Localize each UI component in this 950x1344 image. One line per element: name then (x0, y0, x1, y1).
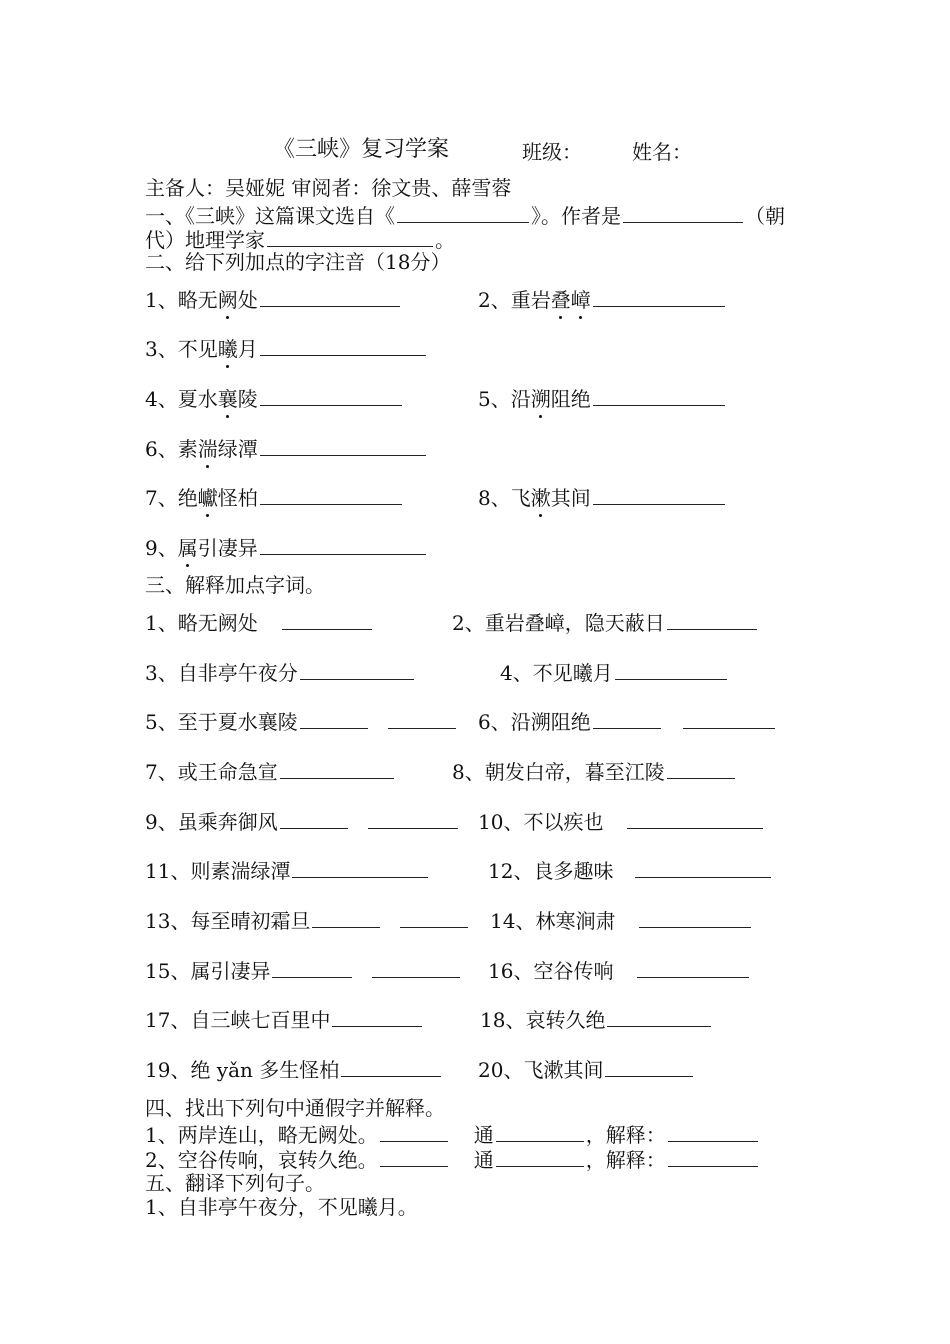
s3-row-4-left (145, 758, 396, 784)
answer-blank[interactable] (380, 1121, 448, 1142)
text-segment: 7、或王命急宣 (145, 760, 278, 784)
answer-blank[interactable] (260, 385, 402, 406)
text-segment: 通 (473, 1123, 494, 1147)
text-segment: 3、自非亭午夜分 (145, 661, 298, 685)
text-segment: 17、自三峡七百里中 (145, 1008, 331, 1032)
dotted-char: 溯 (530, 387, 551, 411)
s2-item-6 (145, 435, 428, 461)
section-1-line-2 (145, 226, 455, 252)
text-segment: 处 (237, 288, 258, 312)
text-segment: 2、重岩叠嶂，隐天蔽日 (452, 611, 665, 635)
s3-row-3-right (478, 708, 777, 734)
text-segment: 沿 (510, 387, 531, 411)
s2-item-4 (145, 385, 404, 411)
answer-blank[interactable] (260, 534, 426, 555)
s1-text-e: 。 (435, 228, 455, 252)
s2-item-9 (145, 534, 428, 560)
text-segment: 5、 (478, 387, 511, 411)
answer-blank[interactable] (260, 435, 426, 456)
answer-blank[interactable] (400, 907, 468, 928)
s3-row-8-left (145, 957, 462, 983)
answer-blank[interactable] (627, 808, 763, 829)
text-segment: 夏水 (177, 387, 218, 411)
dynasty-blank[interactable] (623, 202, 743, 223)
answer-blank[interactable] (668, 1121, 758, 1142)
s3-row-5-right (478, 808, 765, 834)
text-segment: ，解释： (585, 1123, 666, 1147)
text-segment: 12、良多趣味 (488, 859, 614, 883)
section-3-heading: 三、解释加点字词。 (145, 573, 325, 597)
s5-question-1: 1、自非亭午夜分，不见曦月。 (145, 1195, 418, 1219)
s3-row-6-left (145, 857, 430, 883)
answer-blank[interactable] (312, 907, 380, 928)
name-label: 姓名： (632, 140, 692, 164)
text-segment: 20、飞漱其间 (478, 1058, 604, 1082)
text-segment: 其间 (550, 486, 591, 510)
dotted-char: 漱 (530, 486, 551, 510)
book-title-blank[interactable] (397, 202, 529, 223)
s4-question-2 (145, 1146, 760, 1172)
authors-line: 主备人：吴娅妮 审阅者：徐文贵、薛雪蓉 (145, 176, 512, 200)
answer-blank[interactable] (593, 708, 661, 729)
s2-item-1 (145, 286, 402, 312)
author-blank[interactable] (267, 226, 433, 247)
text-segment: 绝 (177, 486, 198, 510)
section-2-heading: 二、给下列加点的字注音（18分） (145, 250, 451, 274)
text-segment: 2、空谷传响，哀转久绝。 (145, 1148, 378, 1172)
s1-text-b: 》。作者是 (531, 204, 621, 228)
dotted-char: 属 (177, 536, 198, 560)
answer-blank[interactable] (637, 957, 749, 978)
s2-item-2 (478, 286, 727, 312)
text-segment: 3、 (145, 337, 178, 361)
text-segment: 13、每至晴初霜旦 (145, 909, 311, 933)
text-segment: 1、略无阙处 (145, 611, 258, 635)
answer-blank[interactable] (639, 907, 751, 928)
text-segment: 6、沿溯阻绝 (478, 710, 591, 734)
text-segment: 9、 (145, 536, 178, 560)
s3-row-10-right (478, 1056, 695, 1082)
dotted-char: 襄 (217, 387, 238, 411)
answer-blank[interactable] (282, 609, 372, 630)
text-segment: 阻绝 (550, 387, 591, 411)
answer-blank[interactable] (280, 808, 348, 829)
title-text: 《三峡》复习学案 (273, 137, 450, 162)
answer-blank[interactable] (332, 1006, 422, 1027)
text-segment: 14、林寒涧肃 (490, 909, 616, 933)
s3-row-7-left (145, 907, 470, 933)
text-segment: 15、属引凄异 (145, 959, 271, 983)
text-segment: 16、空谷传响 (488, 959, 614, 983)
section-1-line-1 (145, 202, 785, 228)
text-segment: 9、虽乘奔御风 (145, 810, 278, 834)
s3-row-9-left (145, 1006, 424, 1032)
answer-blank[interactable] (593, 484, 725, 505)
answer-blank[interactable] (341, 1056, 441, 1077)
text-segment: 通 (473, 1148, 494, 1172)
answer-blank[interactable] (300, 659, 414, 680)
text-segment: ，解释： (585, 1148, 666, 1172)
s3-row-9-right (480, 1006, 713, 1032)
s2-item-7 (145, 484, 404, 510)
answer-blank[interactable] (260, 335, 426, 356)
text-segment: 1、 (145, 288, 178, 312)
page-title (273, 138, 449, 162)
text-segment: 4、 (145, 387, 178, 411)
text-segment: 8、 (478, 486, 511, 510)
answer-blank[interactable] (593, 385, 725, 406)
s2-item-8 (478, 484, 727, 510)
answer-blank[interactable] (667, 609, 757, 630)
class-label: 班级： (522, 140, 582, 164)
section-5-heading: 五、翻译下列句子。 (145, 1171, 325, 1195)
answer-blank[interactable] (635, 857, 771, 878)
answer-blank[interactable] (260, 286, 400, 307)
dotted-char: 湍 (197, 437, 218, 461)
s3-row-5-left (145, 808, 460, 834)
text-segment: 4、不见曦月 (500, 661, 613, 685)
answer-blank[interactable] (668, 1146, 758, 1167)
s3-row-8-right (488, 957, 751, 983)
answer-blank[interactable] (496, 1121, 584, 1142)
text-segment: 略无 (177, 288, 218, 312)
s3-row-2-left (145, 659, 416, 685)
s3-row-10-left (145, 1056, 443, 1082)
text-segment: 7、 (145, 486, 178, 510)
text-segment: 素 (177, 437, 198, 461)
answer-blank[interactable] (388, 708, 456, 729)
answer-blank[interactable] (615, 659, 727, 680)
answer-blank[interactable] (607, 1006, 711, 1027)
text-segment: 11、则素湍绿潭 (145, 859, 291, 883)
text-segment: 绿潭 (217, 437, 258, 461)
answer-blank[interactable] (605, 1056, 693, 1077)
s3-row-3-left (145, 708, 458, 734)
s3-row-1-left (145, 609, 374, 635)
answer-blank[interactable] (683, 708, 775, 729)
dotted-char: 阙 (217, 288, 238, 312)
text-segment: 不见 (177, 337, 218, 361)
text-segment: 陵 (237, 387, 258, 411)
s1-text-d: 代）地理学家 (145, 228, 265, 252)
answer-blank[interactable] (300, 708, 368, 729)
answer-blank[interactable] (496, 1146, 584, 1167)
text-segment: 1、两岸连山，略无阙处。 (145, 1123, 378, 1147)
answer-blank[interactable] (368, 808, 458, 829)
answer-blank[interactable] (593, 286, 725, 307)
s3-row-2-right (500, 659, 729, 685)
section-4-heading: 四、找出下列句中通假字并解释。 (145, 1096, 445, 1120)
answer-blank[interactable] (667, 758, 735, 779)
dotted-char: 叠 (550, 288, 571, 312)
text-segment: 8、朝发白帝，暮至江陵 (452, 760, 665, 784)
s4-question-1 (145, 1121, 760, 1147)
answer-blank[interactable] (280, 758, 394, 779)
answer-blank[interactable] (260, 484, 402, 505)
text-segment: 月 (237, 337, 258, 361)
text-segment: 5、至于夏水襄陵 (145, 710, 298, 734)
text-segment: 2、 (478, 288, 511, 312)
dotted-char: 嶂 (570, 288, 591, 312)
s1-text-c: （朝 (745, 204, 785, 228)
s3-row-4-right (452, 758, 737, 784)
text-segment: 10、不以疾也 (478, 810, 604, 834)
answer-blank[interactable] (380, 1146, 448, 1167)
text-segment: 18、哀转久绝 (480, 1008, 606, 1032)
text-segment: 怪柏 (217, 486, 258, 510)
s1-text-a: 一、《三峡》这篇课文选自《 (145, 204, 395, 228)
text-segment: 6、 (145, 437, 178, 461)
s3-row-6-right (488, 857, 773, 883)
answer-blank[interactable] (372, 957, 460, 978)
dotted-char: 巘 (197, 486, 218, 510)
text-segment: 重岩 (510, 288, 551, 312)
answer-blank[interactable] (292, 857, 428, 878)
s3-row-1-right (452, 609, 759, 635)
text-segment: 引凄异 (197, 536, 258, 560)
text-segment: 19、绝 yǎn 多生怪柏 (145, 1058, 340, 1082)
s2-item-3 (145, 335, 428, 361)
answer-blank[interactable] (272, 957, 352, 978)
text-segment: 飞 (510, 486, 531, 510)
s2-item-5 (478, 385, 727, 411)
s3-row-7-right (490, 907, 753, 933)
dotted-char: 曦 (217, 337, 238, 361)
